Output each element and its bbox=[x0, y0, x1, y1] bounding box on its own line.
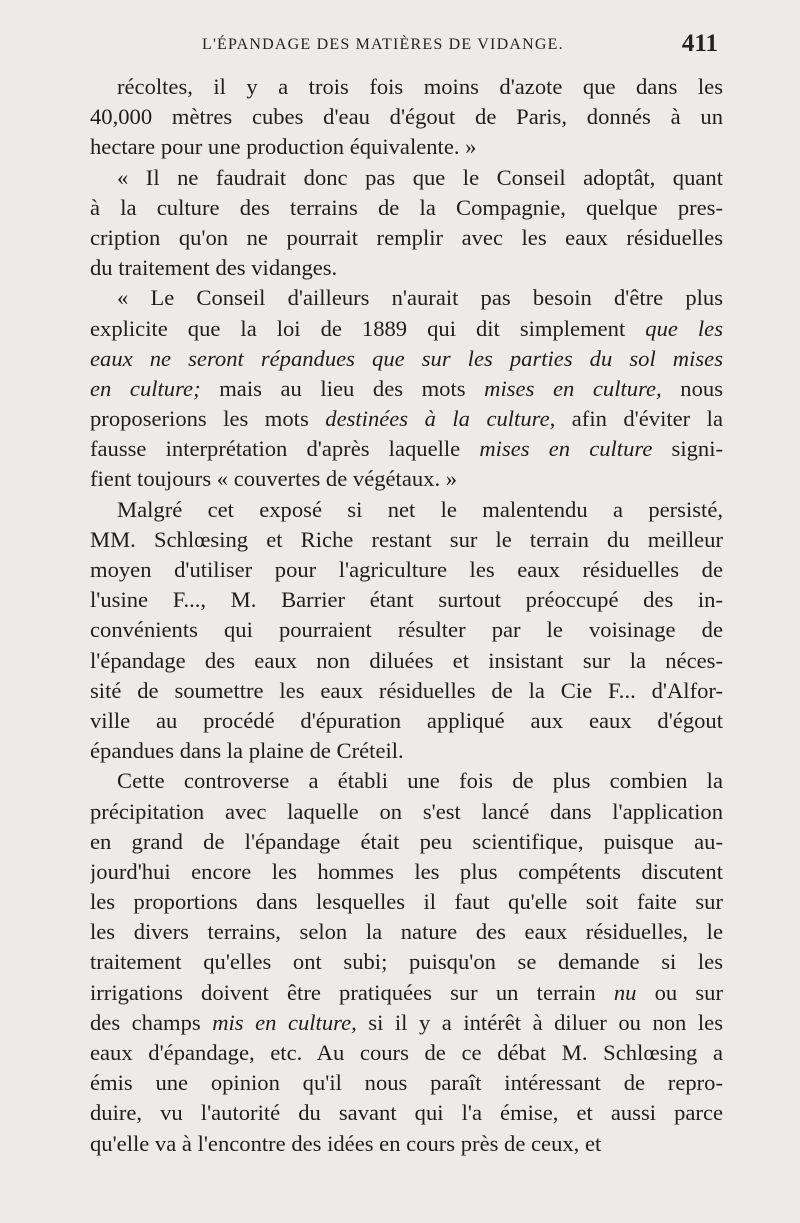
text-segment: ou sur bbox=[636, 979, 723, 1005]
italic-segment: nu bbox=[613, 979, 637, 1005]
text-line bbox=[90, 555, 723, 585]
text-segment: signi- bbox=[652, 436, 723, 462]
text-segment: fausse interprétation d'après laquelle bbox=[90, 436, 480, 462]
text-segment: fient toujours « couvertes de végétaux. » bbox=[90, 466, 458, 492]
text-line bbox=[90, 585, 723, 615]
text-segment: « Il ne faudrait donc pas que le Conseil adoptât, quant bbox=[117, 164, 723, 190]
text-line bbox=[90, 464, 723, 494]
text-segment: l'épandage des eaux non diluées et insistant sur la néces- bbox=[90, 647, 723, 673]
text-segment: si il y a intérêt à diluer ou non les bbox=[356, 1009, 723, 1035]
text-line bbox=[90, 797, 723, 827]
text-segment: les proportions dans lesquelles il faut qu'elle soit faite sur bbox=[90, 889, 723, 915]
running-header bbox=[96, 30, 718, 64]
text-segment: qu'elle va à l'encontre des idées en cours près de ceux, et bbox=[90, 1130, 602, 1156]
text-line bbox=[90, 646, 723, 676]
text-segment: jourd'hui encore les hommes les plus compétents discutent bbox=[90, 858, 723, 884]
text-line bbox=[90, 132, 723, 162]
text-segment: hectare pour une production équivalente. » bbox=[90, 134, 477, 160]
text-segment: traitement qu'elles ont subi; puisqu'on se demande si les bbox=[90, 949, 723, 975]
text-segment: récoltes, il y a trois fois moins d'azote que dans les bbox=[117, 74, 723, 99]
text-segment: afin d'éviter la bbox=[555, 406, 723, 432]
text-line bbox=[90, 978, 723, 1008]
text-segment: convénients qui pourraient résulter par le voisinage de bbox=[90, 617, 723, 643]
text-segment: les divers terrains, selon la nature des eaux résiduelles, le bbox=[90, 919, 723, 945]
text-line bbox=[90, 283, 723, 313]
text-segment: ville au procédé d'épuration appliqué aux eaux d'égout bbox=[90, 707, 723, 733]
body-text bbox=[90, 72, 723, 1159]
italic-segment: mises en culture, bbox=[484, 375, 662, 401]
text-line bbox=[90, 404, 723, 434]
text-segment: du traitement des vidanges. bbox=[90, 255, 338, 281]
text-line bbox=[90, 344, 723, 374]
text-line bbox=[90, 72, 723, 102]
text-line bbox=[90, 193, 723, 223]
text-segment: irrigations doivent être pratiquées sur un terrain bbox=[90, 979, 614, 1005]
italic-segment: que les bbox=[645, 315, 723, 341]
text-segment: l'usine F..., M. Barrier étant surtout préoccupé des in- bbox=[90, 587, 723, 613]
text-line bbox=[90, 1129, 723, 1159]
paragraph bbox=[90, 495, 723, 767]
text-line bbox=[90, 857, 723, 887]
text-segment: précipitation avec laquelle on s'est lancé dans l'application bbox=[90, 798, 723, 824]
text-segment: en grand de l'épandage était peu scientifique, puisque au- bbox=[90, 828, 723, 854]
text-line bbox=[90, 615, 723, 645]
text-segment: nous bbox=[661, 375, 723, 401]
text-segment: moyen d'utiliser pour l'agriculture les eaux résiduelles de bbox=[90, 557, 723, 582]
text-line bbox=[90, 887, 723, 917]
text-line bbox=[90, 766, 723, 796]
text-segment: « Le Conseil d'ailleurs n'aurait pas besoin d'être plus bbox=[117, 285, 723, 311]
text-segment: Malgré cet exposé si net le malentendu a persisté, bbox=[117, 496, 723, 522]
text-line bbox=[90, 706, 723, 736]
text-segment: duire, vu l'autorité du savant qui l'a émise, et aussi parce bbox=[90, 1100, 723, 1126]
text-segment: sité de soumettre les eaux résiduelles de la Cie F... d'Alfor- bbox=[90, 677, 723, 703]
text-line bbox=[90, 102, 723, 132]
italic-segment: mis en culture, bbox=[212, 1009, 357, 1035]
text-segment: 40,000 mètres cubes d'eau d'égout de Paris, donnés à un bbox=[90, 104, 723, 130]
text-line bbox=[90, 374, 723, 404]
paragraph bbox=[90, 766, 723, 1158]
text-line bbox=[90, 253, 723, 283]
text-segment: proposerions les mots bbox=[90, 406, 326, 432]
text-line bbox=[90, 1038, 723, 1068]
text-line bbox=[90, 314, 723, 344]
text-line bbox=[90, 1068, 723, 1098]
text-line bbox=[90, 1008, 723, 1038]
text-segment: épandues dans la plaine de Créteil. bbox=[90, 738, 404, 764]
text-segment: à la culture des terrains de la Compagnie, quelque pres- bbox=[90, 194, 723, 220]
text-line bbox=[90, 223, 723, 253]
text-segment: cription qu'on ne pourrait remplir avec les eaux résiduelles bbox=[90, 224, 723, 250]
paragraph bbox=[90, 72, 723, 163]
text-segment: MM. Schlœsing et Riche restant sur le terrain du meilleur bbox=[90, 526, 723, 552]
text-segment: mais au lieu des mots bbox=[200, 375, 485, 401]
text-line bbox=[90, 676, 723, 706]
italic-segment: mises en culture bbox=[479, 436, 653, 462]
text-line bbox=[90, 947, 723, 977]
text-segment: eaux d'épandage, etc. Au cours de ce débat M. Schlœsing a bbox=[90, 1040, 723, 1065]
paragraph bbox=[90, 163, 723, 284]
text-line bbox=[90, 1098, 723, 1128]
page-number: 411 bbox=[681, 30, 718, 57]
italic-segment: destinées à la culture, bbox=[325, 406, 556, 432]
text-segment: émis une opinion qu'il nous paraît intéressant de repro- bbox=[90, 1070, 723, 1096]
text-segment: explicite que la loi de 1889 qui dit simplement bbox=[90, 315, 646, 341]
text-line bbox=[90, 917, 723, 947]
text-line bbox=[90, 495, 723, 525]
italic-segment: eaux ne seront répandues que sur les parties du sol mises bbox=[90, 345, 723, 371]
text-segment: Cette controverse a établi une fois de plus combien la bbox=[117, 768, 723, 794]
text-line bbox=[90, 434, 723, 464]
text-line bbox=[90, 827, 723, 857]
text-segment: des champs bbox=[90, 1009, 213, 1035]
italic-segment: en culture; bbox=[90, 375, 201, 401]
text-line bbox=[90, 163, 723, 193]
running-title: L'ÉPANDAGE DES MATIÈRES DE VIDANGE. bbox=[202, 36, 564, 53]
text-line bbox=[90, 525, 723, 555]
text-line bbox=[90, 736, 723, 766]
paragraph bbox=[90, 283, 723, 494]
